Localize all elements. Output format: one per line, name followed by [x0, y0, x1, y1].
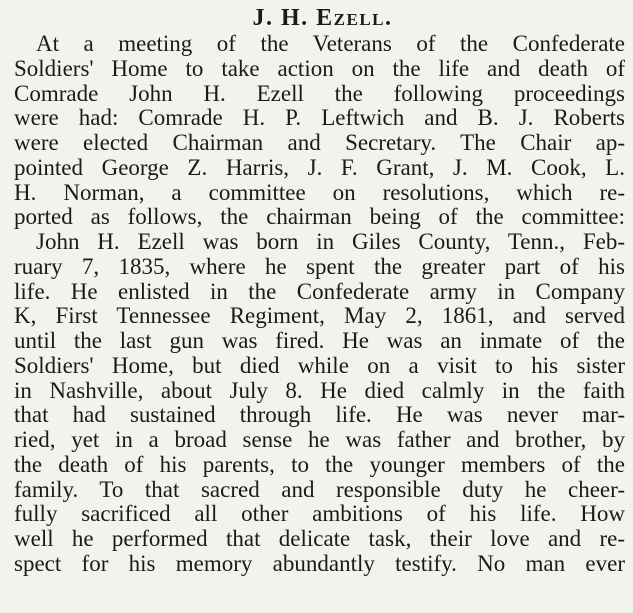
text-line: in Nashville, about July 8. He died calmly in the faith [14, 378, 625, 403]
text-line: the death of his parents, to the younger members of the [14, 452, 625, 477]
text-line: were elected Chairman and Secretary. The Chair ap- [14, 131, 625, 155]
text-line: Comrade John H. Ezell the following proceedings [14, 81, 625, 106]
text-line: Soldiers' Home, but died while on a visit to his sister [14, 353, 625, 378]
text-line: fully sacrificed all other ambitions of his life. How [14, 502, 625, 527]
text-line: life. He enlisted in the Confederate army in Company [14, 279, 625, 304]
text-line: ported as follows, the chairman being of the committee: [14, 205, 625, 230]
text-line: until the last gun was fired. He was an inmate of the [14, 329, 625, 353]
article-title: J. H. Ezell. [252, 5, 393, 31]
text-line: At a meeting of the Veterans of the Confederate [36, 32, 625, 56]
text-line: were had: Comrade H. P. Leftwich and B. J. Roberts [14, 106, 625, 131]
text-line: H. Norman, a committee on resolutions, which re- [14, 180, 625, 205]
text-line: ruary 7, 1835, where he spent the greater part of his [14, 254, 625, 279]
text-line: spect for his memory abundantly testify. No man ever [14, 551, 625, 576]
text-line: that had sustained through life. He was never mar- [14, 403, 625, 428]
text-line: ried, yet in a broad sense he was father and brother, by [14, 428, 625, 452]
article-body [14, 32, 625, 577]
text-line: K, First Tennessee Regiment, May 2, 1861, and served [14, 304, 625, 329]
text-line: well he performed that delicate task, their love and re- [14, 527, 625, 551]
text-line: family. To that sacred and responsible duty he cheer- [14, 477, 625, 502]
text-line: Soldiers' Home to take action on the life and death of [14, 56, 625, 81]
text-line: pointed George Z. Harris, J. F. Grant, J. M. Cook, L. [14, 155, 625, 180]
text-line: John H. Ezell was born in Giles County, Tenn., Feb- [36, 230, 625, 254]
